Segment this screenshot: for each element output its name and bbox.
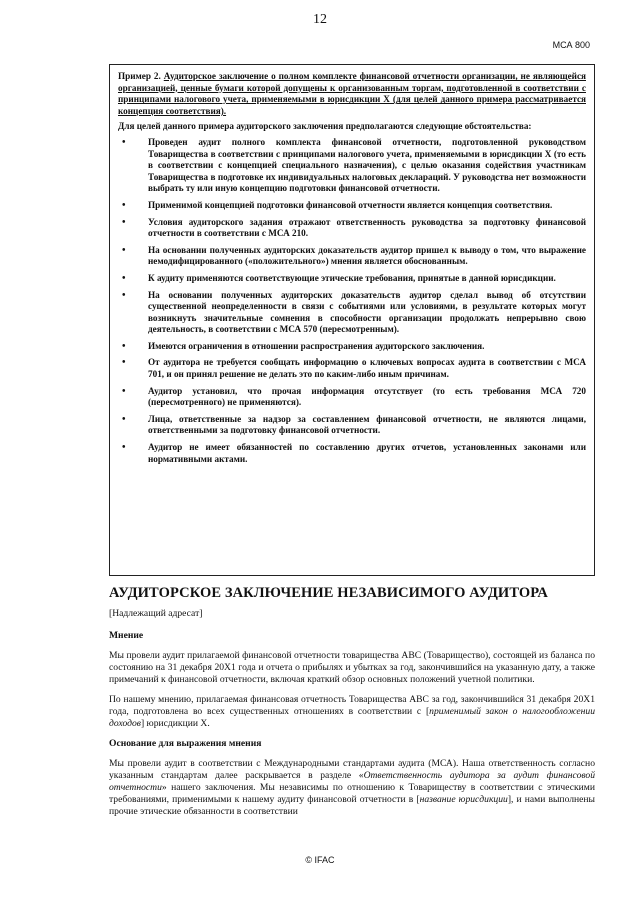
list-item-text: Условия аудиторского задания отражают ответственность руководства за подготовку финансовой отчетности в соответствии с МСА 210.	[148, 216, 586, 239]
list-item-text: Аудитор установил, что прочая информация отсутствует (то есть требования МСА 720 (пересмотренного) не применяются).	[148, 385, 586, 408]
example-heading: Аудиторское заключение о полном комплекте финансовой отчетности организации, не являющейся организацией, ценные бумаги которой допущены к организованным торгам, подготовленной в соответствии с принципами налогового учета, применяемыми в юрисдикции X (для целей данного примера рассматривается концепция соответствия).	[118, 71, 586, 116]
list-item-text: Аудитор не имеет обязанностей по составлению других отчетов, установленных законами или нормативными актами.	[148, 442, 586, 464]
list-item	[118, 245, 586, 268]
report-body	[109, 608, 595, 826]
list-item-text: От аудитора не требуется сообщать информацию о ключевых вопросах аудита в соответствии с МСА 701, и он принял решение не делать это по каким-либо иным причинам.	[148, 357, 586, 380]
bullet-icon: •	[122, 385, 126, 397]
opinion-text-a: По нашему мнению, прилагаемая финансовая отчетность Товарищества ABC за год, закончившийся 31 декабря 20X1 года, подготовлена во всех существенных отношениях в соответствии с [	[109, 694, 595, 717]
list-item	[118, 273, 586, 285]
list-item-text: Проведен аудит полного комплекта финансовой отчетности, подготовленной руководством Товарищества в соответствии с принципами налогового учета, применяемыми в юрисдикции X (то есть в соответствии с концепцией специального назначения), с целью оказания содействия участникам Товарищества в подготовке их индивидуальных налоговых деклараций. У руководства нет возможности выбрать ту или иную концепцию подготовки финансовой отчетности.	[148, 136, 586, 194]
basis-text-italic-2: название юрисдикции	[419, 794, 508, 805]
opinion-text-italic: применимый закон о налогообложении доходов	[109, 706, 595, 729]
bullet-icon: •	[122, 216, 126, 228]
bullet-icon: •	[122, 413, 126, 425]
footer-copyright: © IFAC	[305, 855, 335, 865]
list-item-text: На основании полученных аудиторских доказательств аудитор сделал вывод об отсутствии существенной неопределенности в связи с событиями или условиями, в результате которых могут возникнуть значительные сомнения в способности организации продолжать непрерывно свою деятельность, в соответствии с МСА 570 (пересмотренным).	[148, 289, 586, 335]
basis-heading: Основание для выражения мнения	[109, 738, 262, 749]
list-item	[118, 341, 586, 353]
list-item	[118, 386, 586, 409]
list-item-text: К аудиту применяются соответствующие этические требования, принятые в данной юрисдикции.	[148, 272, 556, 283]
basis-text-b: » нашего заключения. Мы независимы по отношению к Товариществу в соответствии с этическими требованиями, применимыми к нашему аудиту финансовой отчетности в [	[109, 782, 595, 805]
bullet-icon: •	[122, 442, 126, 454]
document-code: МСА 800	[552, 40, 590, 50]
bullet-icon: •	[122, 289, 126, 301]
list-item	[118, 414, 586, 437]
bullet-icon: •	[122, 199, 126, 211]
bullet-icon: •	[122, 244, 126, 256]
page-number: 12	[313, 12, 327, 27]
circumstances-list	[118, 137, 586, 465]
bullet-icon: •	[122, 357, 126, 369]
bullet-icon: •	[122, 340, 126, 352]
list-item-text: Имеются ограничения в отношении распространения аудиторского заключения.	[148, 340, 485, 351]
list-item	[118, 217, 586, 240]
opinion-heading: Мнение	[109, 630, 144, 641]
opinion-text-b: ] юрисдикции X.	[140, 718, 210, 729]
list-item-text: На основании полученных аудиторских доказательств аудитор пришел к выводу о том, что выражение немодифицированного («положительного») мнения является обоснованным.	[148, 244, 586, 267]
list-item	[118, 137, 586, 195]
basis-text-a: Мы провели аудит в соответствии с Международными стандартами аудита (МСА). Наша ответственность согласно указанным стандартам далее раскрывается в разделе «	[109, 758, 595, 781]
list-item	[118, 290, 586, 336]
basis-text-italic-1: Ответственность аудитора за аудит финансовой отчетности	[109, 770, 595, 793]
bullet-icon: •	[122, 272, 126, 284]
list-item	[118, 442, 586, 465]
list-item-text: Применимой концепцией подготовки финансовой отчетности является концепция соответствия.	[148, 199, 553, 210]
bullet-icon: •	[122, 136, 126, 148]
list-item	[118, 200, 586, 212]
example-label: Пример 2.	[118, 71, 161, 81]
basis-paragraph	[109, 758, 595, 818]
basis-text-c: ], и нами выполнены прочие этические обязанности в соответствии	[109, 794, 596, 817]
list-item	[118, 357, 586, 380]
opinion-paragraph-1: Мы провели аудит прилагаемой финансовой отчетности товарищества ABC (Товарищество), состоящей из баланса по состоянию на 31 декабря 20X1 года и отчета о прибылях и убытках за год, закончившийся на указанную дату, а также примечаний к финансовой отчетности, включая краткий обзор основных положений учетной политики.	[109, 650, 595, 685]
opinion-paragraph-2	[109, 694, 595, 730]
example-box	[109, 64, 595, 576]
example-title	[118, 71, 586, 117]
example-intro: Для целей данного примера аудиторского заключения предполагаются следующие обстоятельства:	[118, 121, 532, 132]
addressee: [Надлежащий адресат]	[109, 608, 203, 619]
report-heading: АУДИТОРСКОЕ ЗАКЛЮЧЕНИЕ НЕЗАВИСИМОГО АУДИТОРА	[109, 585, 548, 601]
list-item-text: Лица, ответственные за надзор за составлением финансовой отчетности, не являются лицами, ответственными за подготовку финансовой отчетности.	[148, 413, 586, 436]
